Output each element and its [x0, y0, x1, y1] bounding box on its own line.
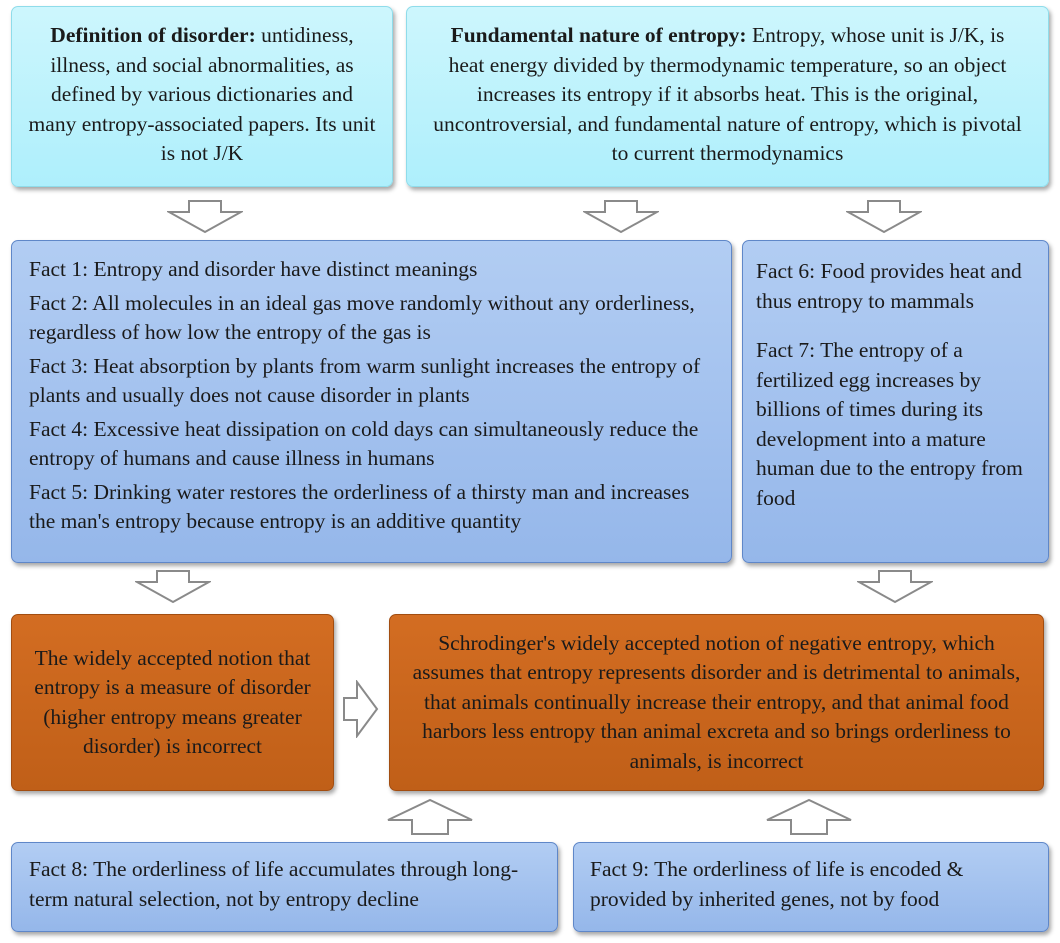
fact-9: Fact 9: The orderliness of life is encoded & provided by inherited genes, not by food: [590, 857, 964, 911]
definition-of-disorder-box: [11, 6, 393, 187]
fact-3: Fact 3: Heat absorption by plants from warm sunlight increases the entropy of plants and usually does not cause disorder in plants: [29, 353, 701, 407]
down-arrow-1: [167, 200, 243, 234]
fact-9-box: [573, 842, 1049, 932]
conclusion-negative-entropy-box: [389, 614, 1044, 791]
down-arrow-3: [846, 200, 922, 234]
fundamental-nature-box: [406, 6, 1049, 187]
facts-1-5-box: [11, 240, 732, 563]
up-arrow-2: [765, 798, 853, 836]
fact-6: Fact 6: Food provides heat and thus entropy to mammals: [756, 259, 1022, 313]
fact-2: Fact 2: All molecules in an ideal gas move randomly without any orderliness, regardless of how low the entropy of the gas is: [29, 290, 695, 344]
right-arrow: [343, 680, 379, 738]
fact-1: Fact 1: Entropy and disorder have distinct meanings: [29, 257, 478, 281]
down-arrow-2: [583, 200, 659, 234]
definition-text: untidiness, illness, and social abnormalities, as defined by various dictionaries and many entropy-associated papers. Its unit is not J/K: [28, 23, 376, 165]
fact-7: Fact 7: The entropy of a fertilized egg increases by billions of times during its development into a mature human due to the entropy from food: [756, 338, 1023, 510]
fact-8-box: [11, 842, 558, 932]
conclusion-disorder-text: The widely accepted notion that entropy is a measure of disorder (higher entropy means greater disorder) is incorrect: [34, 645, 311, 758]
down-arrow-4: [135, 570, 211, 604]
fact-4: Fact 4: Excessive heat dissipation on cold days can simultaneously reduce the entropy of humans and cause illness in humans: [29, 416, 699, 470]
nature-heading: Fundamental nature of entropy:: [450, 23, 747, 47]
conclusion-negative-entropy-text: Schrodinger's widely accepted notion of negative entropy, which assumes that entropy represents disorder and is detrimental to animals, that animals continually increase their entropy, and that animal food harbors less entropy than animal excreta and so brings orderliness to animals, is incorrect: [412, 630, 1021, 773]
nature-text: Entropy, whose unit is J/K, is heat energy divided by thermodynamic temperature, so an object increases its entropy if it absorbs heat. This is the original, uncontroversial, and fundamental nature of entropy, which is pivotal to current thermodynamics: [433, 23, 1022, 165]
conclusion-disorder-box: [11, 614, 334, 791]
fact-8: Fact 8: The orderliness of life accumulates through long-term natural selection, not by entropy decline: [29, 857, 519, 911]
down-arrow-5: [857, 570, 933, 604]
fact-5: Fact 5: Drinking water restores the orderliness of a thirsty man and increases the man's entropy because entropy is an additive quantity: [29, 479, 690, 533]
definition-heading: Definition of disorder:: [50, 23, 256, 47]
up-arrow-1: [386, 798, 474, 836]
facts-6-7-box: [742, 240, 1049, 563]
